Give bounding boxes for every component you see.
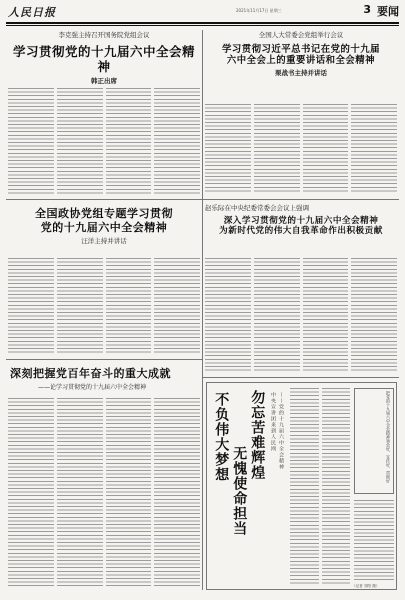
text-column [154, 88, 200, 194]
masthead-rule-thin [6, 25, 399, 26]
article-byline: 韩正出席 [91, 76, 117, 85]
section-divider [6, 199, 202, 200]
section-divider [203, 377, 399, 378]
feature-title-col: 不负伟大梦想 [213, 392, 230, 482]
article-ccdi [205, 205, 397, 237]
text-column [8, 88, 54, 194]
text-column [303, 258, 349, 372]
feature-title-col: 无愧使命担当 [231, 446, 248, 536]
text-column [57, 398, 103, 588]
masthead-rule [6, 22, 399, 24]
text-column [351, 104, 397, 194]
text-column [8, 398, 54, 588]
article-body-npc [205, 104, 397, 194]
text-column [106, 398, 152, 588]
article-body-ccdi [205, 258, 397, 372]
text-column [8, 258, 54, 354]
article-headline: 深刻把握党百年奋斗的重大成就 [10, 367, 171, 380]
article-byline: 汪洋主持并讲话 [81, 236, 127, 245]
article-byline: 栗战书主持并讲话 [275, 69, 327, 77]
article-body-cppcc [8, 258, 200, 354]
text-column [154, 398, 200, 588]
article-headline-line: 为新时代党的伟大自我革命作出积极贡献 [219, 226, 383, 237]
feature-body [290, 388, 350, 584]
article-body-commentary [8, 398, 200, 588]
article-kicker: 赵乐际在中央纪委常委会会议上强调 [205, 204, 309, 212]
masthead [6, 4, 399, 18]
text-column [106, 88, 152, 194]
article-commentary [10, 367, 200, 391]
article-headline-line: 学习贯彻习近平总书记在党的十九届 [221, 43, 380, 55]
article-npc [205, 32, 397, 77]
article-headline-line: 六中全会上的重要讲话和全会精神 [226, 55, 376, 67]
article-body-state-council [8, 88, 200, 194]
article-kicker: 全国人大常委会党组举行会议 [258, 31, 344, 39]
feature-title-col: 勿忘苦难辉煌 [249, 390, 266, 480]
article-state-council [8, 32, 200, 84]
page-number: 3 [363, 3, 371, 16]
issue-date: 2021年11月17日 星期三 [236, 8, 282, 13]
text-column [106, 258, 152, 354]
text-column [154, 258, 200, 354]
article-subhead: ——论学习贯彻党的十九届六中全会精神 [38, 383, 147, 391]
text-column [205, 258, 251, 372]
text-column [354, 500, 394, 580]
text-column [290, 388, 319, 584]
article-headline-line: 党的十九届六中全会精神 [40, 220, 168, 234]
feature-subtitle-col: ——党的十九届六中全会精神 [278, 392, 284, 470]
newspaper-logo: 人民日报 [8, 6, 56, 19]
text-column [254, 258, 300, 372]
article-headline-line: 全国政协党组专题学习贯彻 [35, 207, 173, 220]
section-divider [203, 199, 399, 200]
column-divider [202, 30, 203, 590]
text-column [322, 388, 351, 584]
text-column [205, 104, 251, 194]
text-column [57, 88, 103, 194]
article-headline-line: 深入学习贯彻党的十九届六中全会精神 [223, 215, 379, 226]
section-divider [6, 359, 202, 360]
feature-body-right [354, 500, 394, 580]
page-section-label: 要闻 [377, 5, 399, 18]
article-kicker: 李克强主持召开国务院党组会议 [58, 31, 150, 39]
text-column [351, 258, 397, 372]
article-headline: 学习贯彻党的十九届六中全会精神 [12, 43, 195, 75]
feature-quote-box: 把党的十九届六中全会精神领会好、宣传好、贯彻好 [354, 388, 394, 494]
feature-subtitle-col: 中央宣讲团来到人民网 [270, 392, 276, 452]
feature-caption: （记者 刘阳 摄） [352, 584, 380, 588]
article-cppcc [8, 207, 200, 244]
text-column [57, 258, 103, 354]
text-column [254, 104, 300, 194]
text-column [303, 104, 349, 194]
